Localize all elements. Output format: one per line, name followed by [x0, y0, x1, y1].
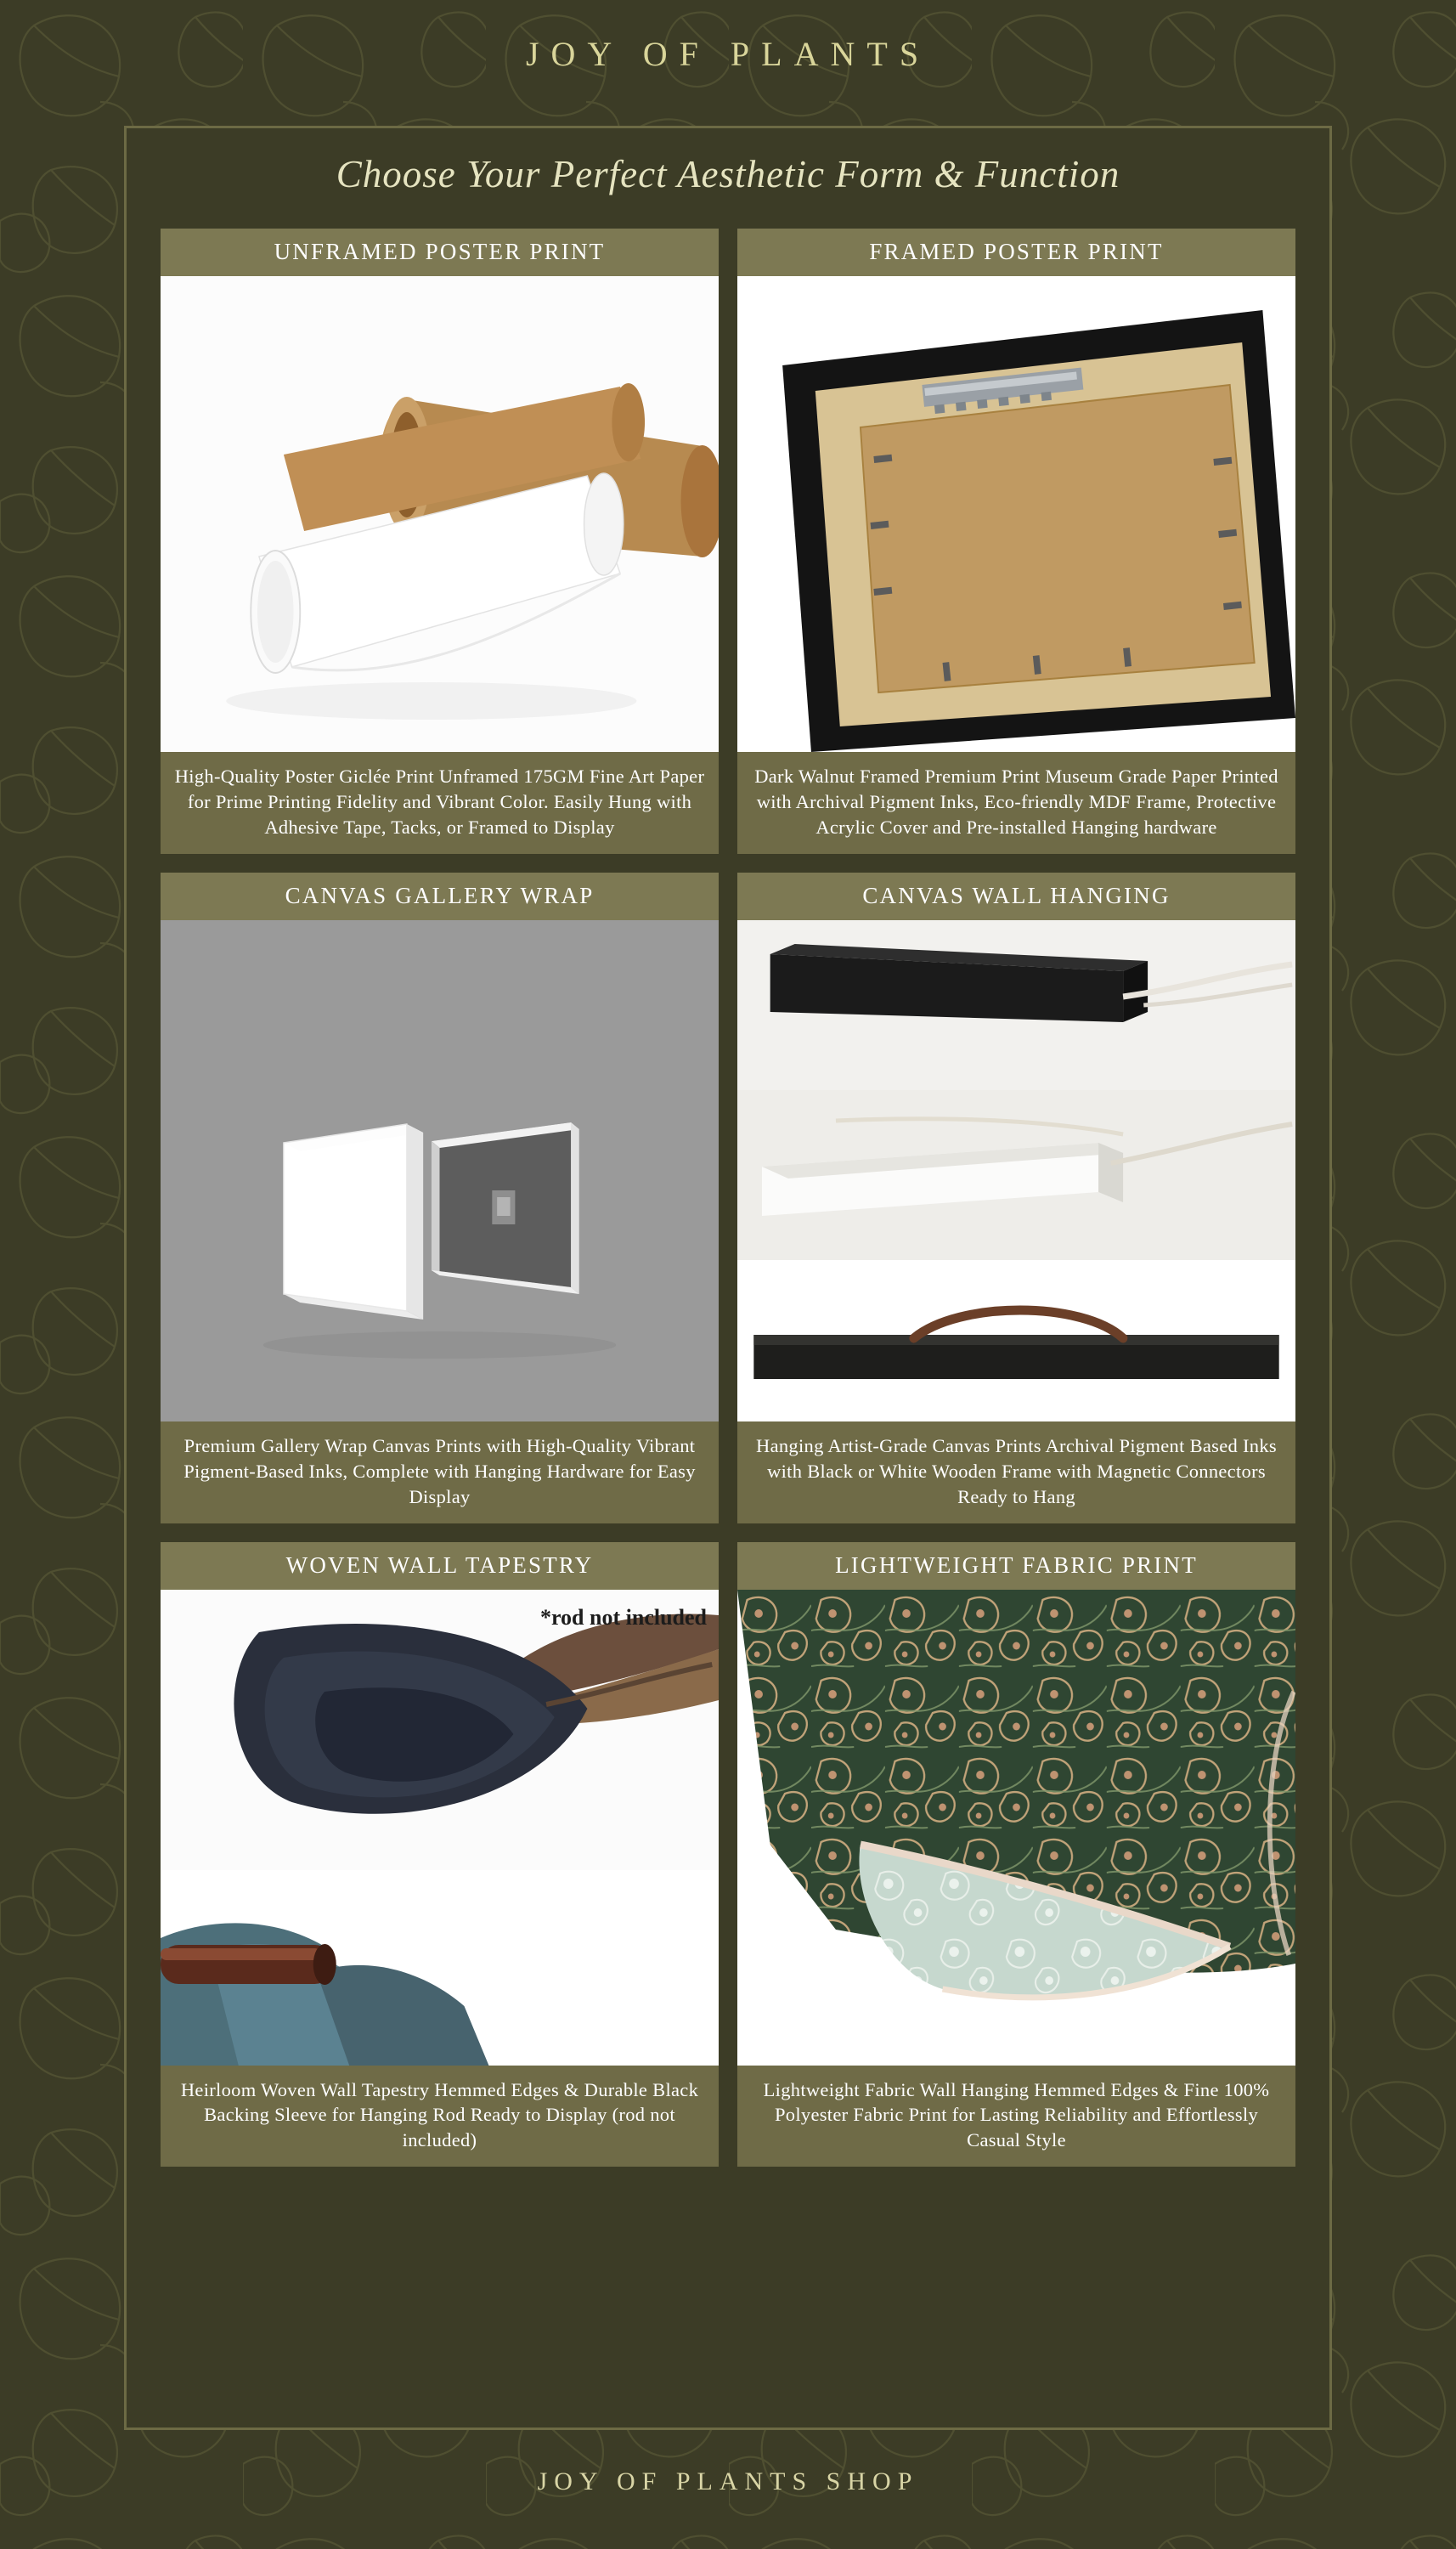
- canvas-gallery-wrap-icon: [161, 920, 719, 1421]
- footer-text: JOY OF PLANTS SHOP: [537, 2467, 919, 2495]
- product-title: CANVAS WALL HANGING: [737, 873, 1295, 920]
- product-title: UNFRAMED POSTER PRINT: [161, 229, 719, 276]
- black-rail-icon: [737, 920, 1295, 1090]
- product-description: Lightweight Fabric Wall Hanging Hemmed Edges & Fine 100% Polyester Fabric Print for Lasting Reliability and Effortlessly Casual Style: [737, 2066, 1295, 2167]
- product-title: FRAMED POSTER PRINT: [737, 229, 1295, 276]
- product-title: CANVAS GALLERY WRAP: [161, 873, 719, 920]
- product-card-unframed-poster[interactable]: [161, 229, 719, 854]
- product-grid: [161, 229, 1295, 2167]
- product-image-canvas-gallery-wrap: [161, 920, 719, 1421]
- product-title: WOVEN WALL TAPESTRY: [161, 1542, 719, 1590]
- product-image-woven-tapestry: [161, 1590, 719, 2066]
- product-card-canvas-wall-hanging[interactable]: [737, 873, 1295, 1523]
- product-image-lightweight-fabric: [737, 1590, 1295, 2066]
- product-description: Dark Walnut Framed Premium Print Museum Grade Paper Printed with Archival Pigment Inks, Eco-friendly MDF Frame, Protective Acrylic Cover and Pre-installed Hanging hardware: [737, 752, 1295, 854]
- product-card-woven-tapestry[interactable]: [161, 1542, 719, 2167]
- tapestry-fabric-fold: [161, 1590, 719, 1870]
- product-description: High-Quality Poster Giclée Print Unframed 175GM Fine Art Paper for Prime Printing Fidelity and Vibrant Color. Easily Hung with Adhesive Tape, Tacks, or Framed to Display: [161, 752, 719, 854]
- product-description: Hanging Artist-Grade Canvas Prints Archival Pigment Based Inks with Black or White Wooden Frame with Magnetic Connectors Ready to Hang: [737, 1421, 1295, 1523]
- footer: [0, 2467, 1456, 2496]
- rod-sleeve-icon: [161, 1870, 719, 2066]
- brand-header: [0, 34, 1456, 74]
- product-description: Premium Gallery Wrap Canvas Prints with High-Quality Vibrant Pigment-Based Inks, Complete with Hanging Hardware for Easy Display: [161, 1421, 719, 1523]
- canvas-hanging-leather-strap: [737, 1260, 1295, 1421]
- product-image-unframed-poster: [161, 276, 719, 752]
- fabric-print-corner-icon: [737, 1590, 1295, 2066]
- main-panel: [124, 126, 1332, 2430]
- panel-subtitle: Choose Your Perfect Aesthetic Form & Function: [336, 153, 1120, 195]
- leather-strap-rail-icon: [737, 1260, 1295, 1421]
- canvas-hanging-black-rail: [737, 920, 1295, 1090]
- rod-note-label: *rod not included: [539, 1604, 707, 1630]
- tapestry-rod-sleeve: [161, 1870, 719, 2066]
- product-card-canvas-gallery-wrap[interactable]: [161, 873, 719, 1523]
- product-card-framed-poster[interactable]: [737, 229, 1295, 854]
- tapestry-fold-icon: [161, 1590, 719, 1870]
- rolled-poster-tubes-icon: [161, 276, 719, 752]
- white-rail-icon: [737, 1090, 1295, 1260]
- product-image-framed-poster: [737, 276, 1295, 752]
- canvas-hanging-white-rail: [737, 1090, 1295, 1260]
- product-description: Heirloom Woven Wall Tapestry Hemmed Edges & Durable Black Backing Sleeve for Hanging Rod Ready to Display (rod not included): [161, 2066, 719, 2167]
- framed-print-back-icon: [737, 276, 1295, 752]
- product-title: LIGHTWEIGHT FABRIC PRINT: [737, 1542, 1295, 1590]
- product-card-lightweight-fabric[interactable]: [737, 1542, 1295, 2167]
- page-title: JOY OF PLANTS: [525, 35, 931, 73]
- product-image-canvas-wall-hanging: [737, 920, 1295, 1421]
